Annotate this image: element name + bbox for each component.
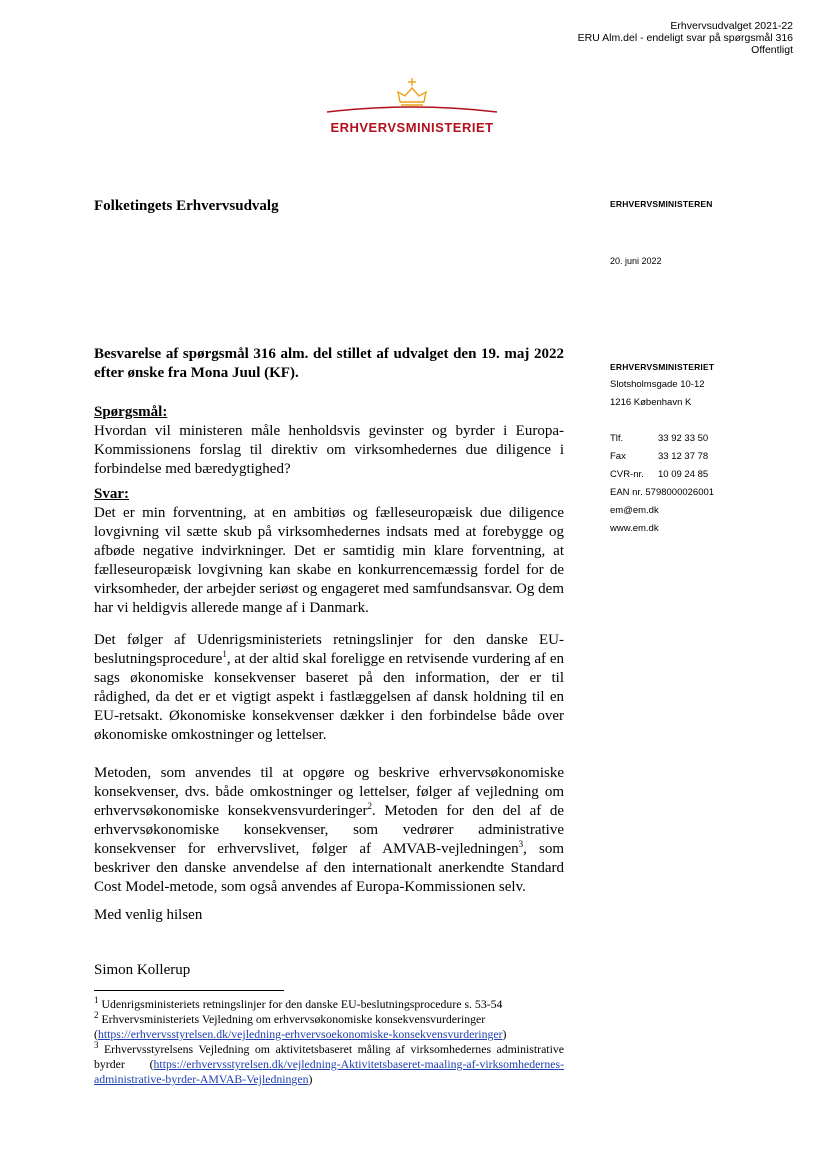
contact-ean: EAN nr. 5798000026001 [610, 487, 715, 498]
footnote-divider [94, 990, 284, 991]
closing: Med venlig hilsen [94, 907, 203, 923]
contact-label: Fax [610, 451, 626, 462]
recipient: Folketingets Erhvervsudvalg [94, 198, 279, 214]
contact-fax [610, 448, 714, 466]
footnote-paren: ) [308, 1072, 313, 1086]
contact-email[interactable]: em@em.dk [610, 505, 659, 516]
footnote-ref-1[interactable]: 1 [222, 649, 227, 659]
footnote-number: 1 [94, 995, 99, 1006]
address-street: Slotsholmsgade 10-12 [610, 379, 705, 390]
letter-title [94, 345, 564, 383]
paragraph-text: , som beskriver den danske anvendelse af den internationalt anerkendte Standard Cost Model-metode, som også anvendes af Europa-Kommissionen selv. [94, 841, 564, 895]
footnotes [94, 997, 564, 1087]
answer-paragraph-2 [94, 631, 564, 745]
contact-value: 33 12 37 78 [658, 451, 709, 462]
footnote-1 [94, 997, 564, 1012]
question-heading: Spørgsmål: [94, 404, 168, 420]
contact-label: CVR-nr. [610, 469, 644, 480]
footnote-number: 3 [94, 1040, 99, 1051]
address-city: 1216 København K [610, 397, 692, 408]
letter-date: 20. juni 2022 [610, 256, 662, 266]
contact-website[interactable]: www.em.dk [610, 523, 659, 534]
question-section [94, 403, 564, 479]
sender-org: ERHVERVSMINISTERIET [610, 362, 715, 372]
paragraph-text: Det følger af Udenrigsministeriets retningslinjer for den danske EU-beslutningsprocedure [94, 632, 564, 667]
header-reference: ERU Alm.del - endeligt svar på spørgsmål 316 [577, 32, 793, 44]
document-header [578, 20, 793, 56]
question-text: Hvordan vil ministeren måle henholdsvis gevinster og byrder i Europa-Kommissionens forslag til direktiv om virksomhedernes due diligence i forbindelse med bæredygtighed? [94, 423, 564, 477]
sender-address [610, 358, 714, 412]
footnote-number: 2 [94, 1010, 99, 1021]
footnote-text: Erhvervsstyrelsens Vejledning om aktivitetsbaseret måling af virksomhedernes administrative byrder ( [94, 1042, 564, 1071]
answer-paragraph-3 [94, 764, 564, 897]
footnote-text: Udenrigsministeriets retningslinjer for den danske EU-beslutningsprocedure s. 53-54 [98, 997, 503, 1011]
footnote-2 [94, 1012, 564, 1042]
footnote-2-link[interactable]: https://erhvervsstyrelsen.dk/vejledning-erhvervsoekonomiske-konsekvensvurderinger [97, 1027, 503, 1041]
header-status: Offentligt [751, 44, 793, 56]
crown-icon [327, 76, 497, 116]
answer-paragraph-1: Det er min forventning, at en ambitiøs og fælleseuropæisk due diligence lovgivning vil sætte skub på virksomhedernes indsats med at forebygge og afbøde negative indvirkninger. Det er samtidig min klare forventning, at fælleseuropæisk lovgivning kan skabe en konkurrencemæssig fordel for de virksomheder, der arbejder seriøst og engageret med samfundsansvar. Og dem har vi heldigvis allerede mange af i Danmark. [94, 505, 564, 616]
paragraph-text: . Metoden for den del af de erhvervsøkonomiske konsekvenser, som vedrører administrative konsekvenser for erhvervslivet, følger af AMVAB-vejledningen [94, 803, 565, 857]
contact-phone [610, 430, 714, 448]
sender-title: ERHVERVSMINISTEREN [610, 199, 713, 209]
ministry-wordmark: ERHVERVSMINISTERIET [330, 120, 494, 135]
footnote-text: Erhvervsministeriets Vejledning om erhvervsøkonomiske konsekvensvurderinger [98, 1012, 486, 1026]
contact-block [610, 430, 714, 538]
footnote-3-link[interactable]: https://erhvervsstyrelsen.dk/vejledning-Aktivitetsbaseret-maaling-af-virksomhedernes-administrative-byrder-AMVAB-Vejledningen [94, 1057, 564, 1086]
footnote-ref-2[interactable]: 2 [367, 801, 373, 811]
answer-section [94, 485, 564, 618]
paragraph-text: , at der altid skal foreligge en retvisende vurdering af en sags økonomiske konsekvenser baseret på den information, der er til rådighed, da det er et vigtigt aspekt i fastlæggelsen af dansk holdning til en EU-retsakt. Økonomiske konsekvenser dækker i den forbindelse både over økonomiske omkostninger og lettelser. [94, 651, 564, 743]
ministry-logo [327, 76, 497, 135]
answer-heading: Svar: [94, 486, 129, 502]
title-text: Besvarelse af spørgsmål 316 alm. del stillet af udvalget den 19. maj 2022 efter ønske fra Mona Juul (KF). [94, 346, 564, 381]
signature: Simon Kollerup [94, 962, 191, 978]
paragraph-text: Metoden, som anvendes til at opgøre og beskrive erhvervsøkonomiske konsekvenser, dvs. både omkostninger og lettelser, følger af vejledning om erhvervsøkonomiske konsekvensvurderinger [94, 765, 564, 819]
footnote-3 [94, 1042, 564, 1087]
contact-label: Tlf. [610, 433, 624, 444]
header-committee: Erhvervsudvalget 2021-22 [670, 20, 793, 32]
contact-cvr [610, 466, 714, 484]
footnote-paren: ( [94, 1027, 98, 1041]
footnote-ref-3[interactable]: 3 [518, 839, 524, 849]
contact-value: 10 09 24 85 [658, 469, 709, 480]
contact-value: 33 92 33 50 [658, 433, 709, 444]
footnote-paren: ) [502, 1027, 507, 1041]
